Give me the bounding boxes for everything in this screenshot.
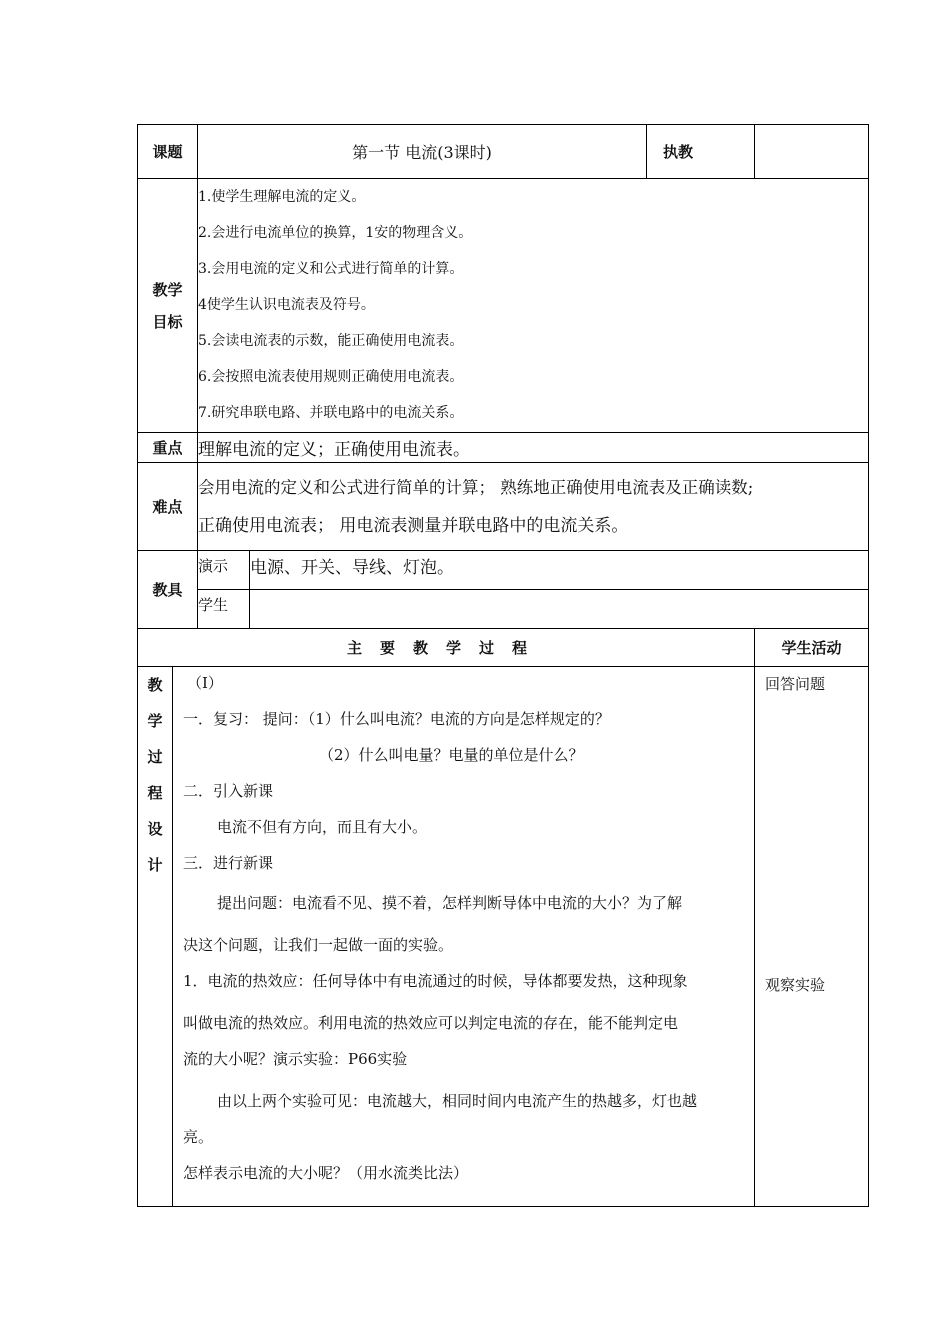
- objective-item: 5.会读电流表的示数，能正确使用电流表。: [198, 332, 464, 349]
- difficulties-value: [198, 463, 869, 551]
- objective-item: 2.会进行电流单位的换算，1安的物理含义。: [198, 224, 473, 241]
- difficulties-line1: 会用电流的定义和公式进行简单的计算； 熟练地正确使用电流表及正确读数;: [198, 477, 754, 497]
- key-points-value: 理解电流的定义；正确使用电流表。: [198, 433, 869, 463]
- process-line: （I）: [187, 674, 223, 692]
- process-header: 主要教学过程: [138, 629, 755, 667]
- process-line: 提出问题：电流看不见、摸不着，怎样判断导体中电流的大小？为了解: [217, 894, 683, 912]
- process-content: [173, 667, 755, 1207]
- process-line: 二．引入新课: [183, 782, 274, 800]
- process-line: 1．电流的热效应：任何导体中有电流通过的时候，导体都要发热，这种现象: [183, 972, 688, 990]
- teacher-label: 执教: [647, 125, 755, 179]
- topic-value: 第一节 电流(3课时): [198, 125, 647, 179]
- tools-label: 教具: [138, 551, 198, 629]
- key-points-label: 重点: [138, 433, 198, 463]
- objectives-label-line2: 目标: [152, 312, 183, 331]
- side-char: 过: [147, 748, 163, 766]
- teacher-value: [755, 125, 869, 179]
- process-line: （2）什么叫电量？电量的单位是什么？: [319, 746, 584, 764]
- activity-answer: 回答问题: [765, 675, 826, 693]
- process-line: 叫做电流的热效应。利用电流的热效应可以判定电流的存在，能不能判定电: [183, 1014, 679, 1032]
- tools-demo-label: 演示: [198, 551, 250, 590]
- objectives-label: [138, 179, 198, 433]
- process-side-label: [138, 667, 173, 1207]
- topic-label: 课题: [138, 125, 198, 179]
- side-char: 学: [147, 712, 163, 730]
- tools-student-label: 学生: [198, 590, 250, 629]
- process-line: 由以上两个实验可见：电流越大，相同时间内电流产生的热越多，灯也越: [217, 1092, 698, 1110]
- side-char: 设: [147, 820, 163, 838]
- process-line: 怎样表示电流的大小呢？（用水流类比法）: [183, 1164, 469, 1182]
- process-line: 一．复习： 提问：（1）什么叫电流？电流的方向是怎样规定的？: [183, 710, 610, 728]
- objectives-label-line1: 教学: [152, 280, 183, 299]
- difficulties-label: 难点: [138, 463, 198, 551]
- objective-item: 6.会按照电流表使用规则正确使用电流表。: [198, 368, 464, 385]
- objective-item: 1.使学生理解电流的定义。: [198, 188, 366, 205]
- objective-item: 4使学生认识电流表及符号。: [198, 296, 375, 313]
- side-char: 计: [147, 856, 163, 874]
- objective-item: 3.会用电流的定义和公式进行简单的计算。: [198, 260, 464, 277]
- objective-item: 7.研究串联电路、并联电路中的电流关系。: [198, 404, 464, 421]
- side-char: 教: [147, 676, 163, 694]
- process-line: 流的大小呢？演示实验：P66实验: [183, 1050, 408, 1068]
- objectives-list: [198, 179, 869, 433]
- process-line: 三．进行新课: [183, 854, 274, 872]
- activity-header: 学生活动: [755, 629, 869, 667]
- difficulties-line2: 正确使用电流表； 用电流表测量并联电路中的电流关系。: [198, 515, 629, 536]
- activity-observe: 观察实验: [765, 976, 826, 994]
- process-line: 亮。: [183, 1128, 214, 1146]
- process-line: 电流不但有方向，而且有大小。: [217, 818, 428, 836]
- process-line: 决这个问题，让我们一起做一面的实验。: [183, 936, 454, 954]
- tools-demo-value: 电源、开关、导线、灯泡。: [250, 551, 869, 590]
- side-char: 程: [147, 784, 163, 802]
- student-activity: [755, 667, 869, 1207]
- tools-student-value: [250, 590, 869, 629]
- lesson-plan-table: [137, 124, 868, 1207]
